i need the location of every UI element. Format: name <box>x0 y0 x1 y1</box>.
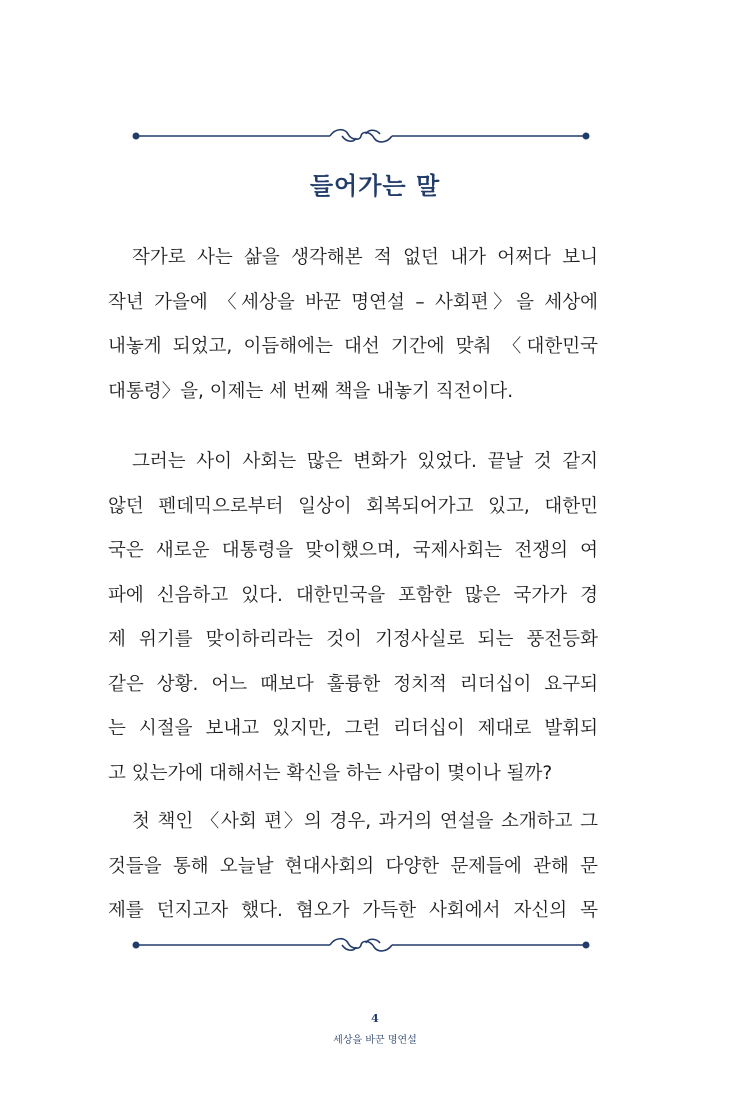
text-line: 작년 가을에 〈세상을 바꾼 명연설 – 사회편〉을 세상에 <box>108 291 598 313</box>
text-line: 제를 던지고자 했다. 혐오가 가득한 사회에서 자신의 목 <box>108 900 598 921</box>
text-line: 파에 신음하고 있다. 대한민국을 포함한 많은 국가가 경 <box>108 584 598 606</box>
text-line: 그러는 사이 사회는 많은 변화가 있었다. 끝날 것 같지 <box>132 451 598 472</box>
paragraph-1 <box>108 236 598 414</box>
bottom-ornament-divider <box>130 935 592 955</box>
text-line: 않던 펜데믹으로부터 일상이 회복되어가고 있고, 대한민 <box>108 495 598 517</box>
chapter-title: 들어가는 말 <box>309 171 441 200</box>
text-line: 대통령〉을, 이제는 세 번째 책을 내놓기 직전이다. <box>108 380 514 402</box>
running-footer-book-title: 세상을 바꾼 명연설 <box>333 1035 417 1046</box>
text-line: 국은 새로운 대통령을 맞이했으며, 국제사회는 전쟁의 여 <box>108 540 598 561</box>
text-line: 내놓게 되었고, 이듬해에는 대선 기간에 맞춰 〈대한민국 <box>108 336 598 357</box>
text-line: 첫 책인 〈사회 편〉의 경우, 과거의 연설을 소개하고 그 <box>132 811 598 832</box>
text-line: 것들을 통해 오늘날 현대사회의 다양한 문제들에 관해 문 <box>108 855 598 877</box>
text-line: 는 시절을 보내고 있지만, 그런 리더십이 제대로 발휘되 <box>108 718 598 739</box>
text-line: 작가로 사는 삶을 생각해본 적 없던 내가 어쩌다 보니 <box>132 247 598 268</box>
paragraph-2 <box>108 440 598 796</box>
text-line: 고 있는가에 대해서는 확신을 하는 사람이 몇이나 될까? <box>108 762 553 784</box>
page-number: 4 <box>371 1012 379 1025</box>
text-line: 같은 상황. 어느 때보다 훌륭한 정치적 리더십이 요구되 <box>108 673 598 695</box>
top-ornament-divider <box>130 126 592 146</box>
paragraph-3 <box>108 800 598 934</box>
text-line: 제 위기를 맞이하리라는 것이 기정사실로 되는 풍전등화 <box>108 629 598 650</box>
